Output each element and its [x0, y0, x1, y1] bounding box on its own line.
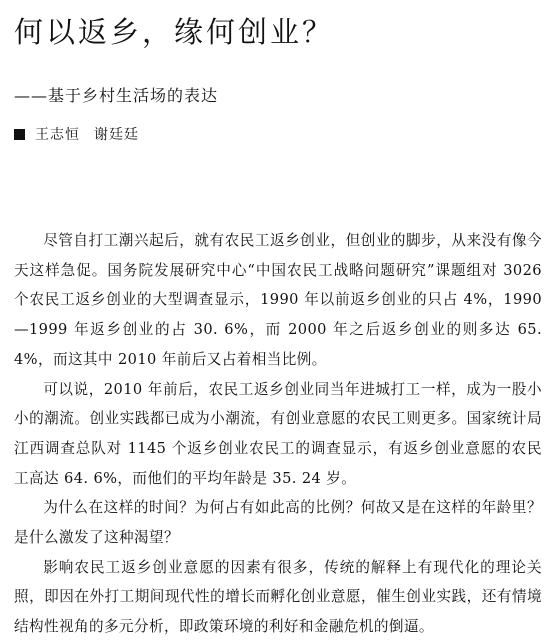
author-name: 王志恒 [35, 127, 80, 143]
author-line [14, 124, 139, 144]
article-subtitle: ——基于乡村生活场的表达 [14, 86, 219, 105]
author-name: 谢廷廷 [94, 127, 139, 143]
article-body [14, 226, 542, 642]
body-paragraph: 尽管自打工潮兴起后，就有农民工返乡创业，但创业的脚步，从来没有像今天这样急促。国务院发展研究中心“中国农民工战略问题研究”课题组对 3026 个农民工返乡创业的大型调查显示，1990 年以前返乡创业的只占 4%，1990—1999 年返乡创业的占 30. 6%，而 2000 年之后返乡创业的则多达 65. 4%，而这其中 2010 年前后又占着相当比例。 [14, 232, 542, 368]
body-paragraph: 为什么在这样的时间？为何占有如此高的比例？何故又是在这样的年龄里？是什么激发了这种渴望？ [14, 499, 542, 547]
body-paragraph: 可以说，2010 年前后，农民工返乡创业同当年进城打工一样，成为一股小小的潮流。创业实践都已成为小潮流，有创业意愿的农民工则更多。国家统计局江西调查总队对 1145 个返乡创业农民工的调查显示，有返乡创业意愿的农民工高达 64. 6%，而他们的平均年龄是 35. 24 岁。 [14, 380, 542, 487]
black-square-icon [14, 129, 25, 140]
body-paragraph: 影响农民工返乡创业意愿的因素有很多，传统的解释上有现代化的理论关照，即因在外打工期间现代性的增长而孵化创业意愿，催生创业实践，还有情境结构性视角的多元分析，即政策环境的利好和金融危机的倒逼。 [14, 558, 542, 636]
article-title: 何以返乡，缘何创业？ [14, 15, 335, 49]
